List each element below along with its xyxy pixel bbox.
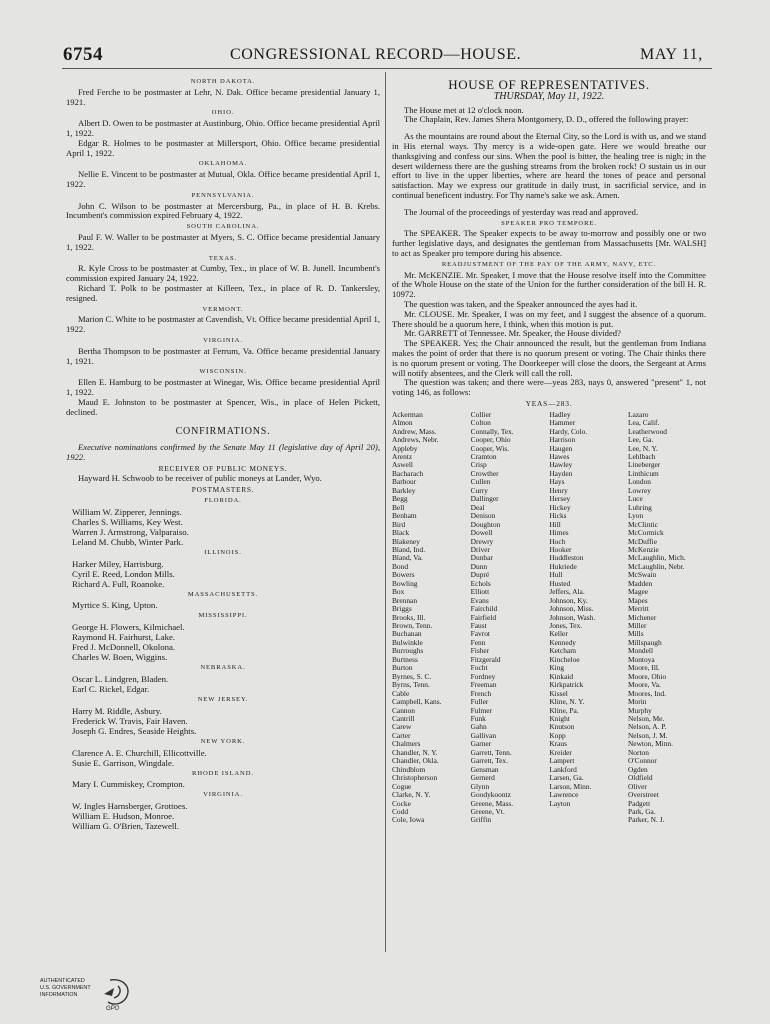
postmaster-name: Richard A. Full, Roanoke. [72, 578, 165, 589]
member-name: McLaughlin, Mich. [627, 553, 686, 563]
member-name: Bulwinkle [392, 637, 423, 647]
member-name: Hickey [549, 502, 571, 512]
member-name: Briggs [392, 604, 412, 614]
member-name: Hersey [549, 494, 571, 504]
speaker-pro-heading: SPEAKER PRO TEMPORE. [501, 219, 597, 227]
member-name: Chindblom [392, 764, 426, 774]
state-heading: PENNSYLVANIA. [191, 191, 255, 199]
clouse-text: Mr. CLOUSE. Mr. Speaker, I was on my feet, and I suggest the absence of a quorum. There should be a quorum here, I think, when this motion is put. [392, 308, 706, 329]
member-name: Johnson, Ky. [549, 595, 588, 605]
left-column [66, 76, 380, 831]
member-name: Echols [470, 578, 491, 588]
member-name: Murphy [627, 705, 652, 715]
member-name: Gallivan [470, 730, 497, 740]
member-name: Lea, Calif. [627, 418, 660, 428]
yeas-heading: YEAS—283. [525, 398, 573, 408]
member-name: Funk [470, 714, 486, 724]
member-name: Larsen, Ga. [549, 773, 584, 783]
member-name: Appleby [392, 443, 418, 453]
member-name: Lampert [549, 756, 575, 766]
postmaster-name: Charles W. Boen, Wiggins. [72, 652, 168, 663]
member-name: Connally, Tex. [470, 426, 514, 436]
confirmations-heading: CONFIRMATIONS. [175, 426, 271, 438]
postmaster-name: Harker Miley, Harrisburg. [72, 558, 164, 569]
member-name: Greene, Vt. [470, 807, 505, 816]
yeas-column [549, 411, 627, 825]
member-name: Collier [470, 409, 492, 419]
postmaster-state-heading: ILLINOIS. [204, 548, 242, 556]
postmaster-state-heading: RHODE ISLAND. [192, 769, 254, 777]
member-name: Lowrey [627, 485, 651, 495]
member-name: Haugen [549, 443, 573, 453]
member-name: Cullen [470, 477, 491, 487]
member-name: Keller [549, 629, 568, 639]
member-name: Garner [470, 739, 492, 749]
member-name: Mills [627, 629, 644, 639]
member-name: Aswell [392, 460, 413, 470]
yeas-column [628, 411, 706, 825]
member-name: Curry [470, 485, 488, 495]
gpo-authenticated-logo [38, 972, 138, 1012]
member-name: Crisp [470, 460, 487, 470]
member-name: Kissel [549, 688, 568, 698]
member-name: Fordney [470, 671, 496, 681]
state-heading: VIRGINIA. [203, 336, 243, 344]
member-name: Husted [549, 578, 571, 588]
member-name: Byrnes, S. C. [392, 671, 432, 681]
opening-text: The House met at 12 o'clock noon. [404, 104, 524, 115]
member-name: Bird [392, 519, 406, 529]
member-name: Lee, Ga. [627, 435, 654, 445]
member-name: Linthicum [627, 468, 659, 478]
state-heading: VERMONT. [202, 305, 244, 313]
member-name: Ketcham [549, 646, 576, 656]
postmaster-name: William E. Hudson, Monroe. [72, 811, 175, 822]
postmaster-name: William W. Zipperer, Jennings. [72, 506, 182, 517]
state-heading: NORTH DAKOTA. [190, 78, 256, 85]
member-name: Jones, Tex. [549, 621, 583, 631]
member-name: Deal [470, 502, 485, 512]
member-name: Moores, Ind. [627, 688, 666, 698]
member-name: Hill [549, 519, 561, 529]
member-name: Drewry [470, 536, 494, 546]
member-name: Hawes [549, 451, 570, 461]
member-name: Nelson, J. M. [627, 730, 668, 740]
member-name: Lineberger [627, 460, 661, 470]
member-name: Himes [549, 528, 569, 538]
member-name: Norton [627, 747, 649, 757]
member-name: Hammer [549, 418, 576, 428]
postmaster-name: Leland M. Chubb, Winter Park. [72, 536, 184, 547]
logo-line-3: INFORMATION [40, 992, 78, 998]
member-name: Chandler, Okla. [392, 756, 439, 766]
member-name: Barbour [392, 477, 417, 487]
member-name: Cable [392, 688, 410, 698]
member-name: Box [392, 587, 405, 597]
column-divider [385, 72, 386, 952]
postmasters-heading: POSTMASTERS. [191, 485, 255, 495]
member-name: Cocke [392, 798, 411, 808]
member-name: Padgett [627, 798, 651, 808]
member-name: Cole, Iowa [392, 815, 425, 825]
member-name: Leatherwood [627, 426, 667, 436]
member-name: Johnson, Miss. [549, 604, 594, 614]
member-name: Mondell [627, 646, 654, 656]
member-name: Bowers [392, 570, 415, 580]
garrett-text: Mr. GARRETT of Tennessee. Mr. Speaker, the House divided? [404, 328, 621, 339]
member-name: Garrett, Tex. [470, 756, 508, 766]
member-name: Denison [470, 511, 496, 521]
member-name: Glynn [470, 781, 490, 791]
member-name: Codd [392, 807, 409, 816]
member-name: Gahn [470, 722, 487, 732]
member-name: Cooper, Wis. [470, 443, 510, 453]
member-name: Carter [392, 730, 411, 740]
member-name: Lazaro [627, 409, 649, 419]
nomination-entry: Edgar R. Holmes to be postmaster at Millersport, Ohio. Office became presidential April 1, 1922. [66, 137, 380, 158]
member-name: Moore, Ohio [627, 671, 667, 681]
running-date: MAY 11, [640, 46, 703, 63]
member-name: Michener [627, 612, 657, 622]
member-name: Bland, Ind. [392, 544, 426, 554]
nomination-entry: Richard T. Polk to be postmaster at Killeen, Tex., in place of R. D. Tankersley, resigned. [66, 282, 380, 303]
member-name: Focht [470, 663, 488, 673]
member-name: Arentz [392, 451, 413, 461]
member-name: Gernerd [470, 773, 495, 783]
member-name: Fairchild [470, 604, 498, 614]
member-name: Lankford [549, 764, 577, 774]
member-name: Garrett, Tenn. [470, 747, 512, 757]
member-name: Ogden [627, 764, 648, 774]
member-name: Hull [549, 570, 563, 580]
member-name: French [470, 688, 492, 698]
postmasters-list [66, 496, 380, 831]
member-name: Kirkpatrick [549, 680, 584, 690]
member-name: Overstreet [627, 790, 659, 800]
member-name: Brooks, Ill. [392, 612, 426, 622]
postmaster-state-heading: NEW JERSEY. [197, 696, 249, 704]
member-name: Byrns, Tenn. [392, 680, 430, 690]
postmaster-name: Frederick W. Travis, Fair Haven. [72, 715, 188, 726]
member-name: Lawrence [549, 790, 579, 800]
member-name: Luce [627, 494, 643, 504]
member-name: Ackerman [392, 409, 423, 419]
executive-nominations-line: Executive nominations confirmed by the Senate May 11 (legislative day of April 20), 1922. [66, 442, 380, 462]
member-name: McSwain [627, 570, 657, 580]
speaker-yes-text: The SPEAKER. Yes; the Chair announced the result, but the gentleman from Indiana makes the point of order that there is no quorum present or voting. The Chair thinks there is no quorum present or voting. The Doorkeeper will close the doors, the Sergeant at Arms will notify absentees, and the Clerk will call the roll. [392, 338, 706, 378]
member-name: Black [392, 528, 410, 538]
state-heading: WISCONSIN. [199, 368, 247, 376]
member-name: Fitzgerald [470, 654, 501, 664]
postmaster-name: Joseph G. Endres, Seaside Heights. [72, 725, 197, 736]
yeas-column [392, 411, 470, 825]
member-name: Hadley [549, 409, 571, 419]
member-name: Clarke, N. Y. [392, 790, 431, 800]
nomination-entry: R. Kyle Cross to be postmaster at Cumby, Tex., in place of W. B. Junell. Incumbent's commission expired January 24, 1922. [66, 263, 380, 284]
postmaster-state-heading: NEW YORK. [200, 737, 246, 745]
member-name: Hays [549, 477, 565, 487]
member-name: Kline, Pa. [549, 705, 579, 715]
member-name: Brown, Tenn. [392, 621, 433, 631]
member-name: Fisher [470, 646, 490, 656]
member-name: Dowell [470, 528, 493, 538]
readjustment-heading: READJUSTMENT OF THE PAY OF THE ARMY, NAVY, ETC. [441, 260, 657, 268]
state-heading: SOUTH CAROLINA. [186, 223, 260, 231]
postmaster-name: W. Ingles Harnsberger, Grottoes. [72, 801, 188, 812]
member-name: Nelson, Me. [627, 714, 665, 724]
house-title: HOUSE OF REPRESENTATIVES. [448, 77, 650, 92]
member-name: Cooper, Ohio [470, 435, 511, 445]
member-name: Oliver [627, 781, 647, 791]
member-name: Kinkaid [549, 671, 574, 681]
member-name: Andrews, Nebr. [392, 435, 439, 445]
postmaster-name: Susie E. Garrison, Wingdale. [72, 757, 175, 768]
member-name: Favrot [470, 629, 490, 639]
member-name: Parker, N. J. [627, 815, 665, 825]
right-column [392, 76, 706, 825]
member-name: Merritt [627, 604, 649, 614]
nomination-entry: Paul F. W. Waller to be postmaster at Myers, S. C. Office became presidential January 1, 1922. [66, 231, 380, 252]
member-name: Hukriede [549, 561, 577, 571]
member-name: Montoya [627, 654, 655, 664]
member-name: Colton [470, 418, 491, 428]
member-name: Fulmer [470, 705, 493, 715]
member-name: McDuffie [627, 536, 657, 546]
member-name: Cogue [392, 781, 412, 791]
nominations-list [66, 77, 380, 417]
member-name: Madden [627, 578, 653, 588]
postmaster-state-heading: MASSACHUSETTS. [187, 590, 259, 598]
postmaster-name: Myrtice S. King, Upton. [72, 600, 158, 611]
member-name: Hicks [549, 511, 567, 521]
member-name: Cramton [470, 451, 497, 461]
member-name: Cantrill [392, 714, 415, 724]
member-name: Huddleston [549, 553, 584, 563]
member-name: Fairfield [470, 612, 497, 622]
postmaster-state-heading: MISSISSIPPI. [198, 612, 248, 620]
member-name: Goodykoontz [470, 790, 511, 800]
postmaster-state-heading: NEBRASKA. [200, 664, 246, 672]
member-name: Bowling [392, 578, 418, 588]
member-name: Andrew, Mass. [392, 426, 437, 436]
member-name: Brennan [392, 595, 418, 605]
member-name: Bond [392, 561, 409, 571]
member-name: Lehlbach [627, 451, 656, 461]
member-name: Driver [470, 544, 490, 554]
member-name: Faust [470, 621, 487, 631]
member-name: McLaughlin, Nebr. [627, 561, 685, 571]
member-name: Harrison [549, 435, 576, 445]
member-name: Moore, Va. [627, 680, 661, 690]
postmaster-name: Clarence A. E. Churchill, Ellicottville. [72, 747, 207, 758]
member-name: Begg [392, 494, 408, 504]
member-name: Magee [627, 587, 649, 597]
postmaster-name: Warren J. Armstrong, Valparaiso. [72, 526, 189, 537]
receiver-text: Hayward H. Schwoob to be receiver of public moneys at Lander, Wyo. [78, 473, 322, 484]
member-name: Kraus [549, 739, 567, 749]
yeas-list [392, 411, 706, 825]
nomination-entry: Maud E. Johnston to be postmaster at Spencer, Wis., in place of Helen Pickett, declined. [66, 396, 380, 417]
member-name: Bacharach [392, 468, 424, 478]
member-name: McClintic [627, 519, 658, 529]
postmaster-name: Cyril E. Reed, London Mills. [72, 568, 175, 579]
member-name: Lee, N. Y. [627, 443, 658, 453]
member-name: Burtness [392, 654, 418, 664]
member-name: Kennedy [549, 637, 576, 647]
member-name: Elliott [470, 587, 490, 597]
member-name: Campbell, Kans. [392, 697, 442, 707]
member-name: McKenzie [627, 544, 659, 554]
member-name: Dupré [470, 570, 490, 580]
member-name: Larson, Minn. [549, 781, 592, 791]
member-name: Millspaugh [627, 637, 662, 647]
member-name: Miller [627, 621, 647, 631]
member-name: Layton [549, 798, 571, 808]
state-heading: TEXAS. [208, 254, 238, 262]
journal-text: The Journal of the proceedings of yesterday was read and approved. [404, 206, 639, 217]
result-text: The question was taken; and there were—yeas 283, nays 0, answered "present" 1, not voting 146, as follows: [392, 377, 706, 398]
member-name: Johnson, Wash. [549, 612, 596, 622]
member-name: Knight [549, 714, 570, 724]
member-name: Griffin [470, 815, 492, 825]
nomination-entry: Ellen E. Hamburg to be postmaster at Winegar, Wis. Office became presidential April 1, 1922. [66, 377, 380, 397]
member-name: Hardy, Colo. [549, 426, 588, 436]
postmaster-name: Charles S. Williams, Key West. [72, 516, 183, 527]
member-name: Moore, Ill. [627, 663, 660, 673]
nomination-entry: John C. Wilson to be postmaster at Mercersburg, Pa., in place of H. B. Krebs. Incumbent's commission expired February 4, 1922. [66, 200, 380, 221]
member-name: Christopherson [392, 773, 438, 783]
member-name: Hooker [549, 544, 572, 554]
page-number: 6754 [63, 44, 103, 65]
member-name: King [549, 663, 565, 673]
member-name: Hayden [549, 468, 573, 478]
member-name: Bell [392, 502, 405, 512]
state-heading: OHIO. [211, 109, 235, 117]
header-rule [62, 68, 712, 69]
member-name: Blakeney [392, 536, 420, 546]
nomination-entry: Marion C. White to be postmaster at Cavendish, Vt. Office became presidential April 1, 1922. [66, 314, 380, 335]
member-name: Burton [392, 663, 413, 673]
member-name: Cannon [392, 705, 415, 715]
member-name: Kline, N. Y. [549, 697, 585, 707]
question-text: The question was taken, and the Speaker announced the ayes had it. [404, 298, 638, 309]
chaplain-text: The Chaplain, Rev. James Shera Montgomery, D. D., offered the following prayer: [404, 114, 689, 125]
logo-line-2: U.S. GOVERNMENT [40, 985, 91, 991]
member-name: Park, Ga. [627, 807, 656, 816]
logo-line-1: AUTHENTICATED [40, 978, 85, 984]
postmaster-name: George H. Flowers, Kilmichael. [72, 622, 185, 633]
speaker-pro-text: The SPEAKER. The Speaker expects to be away to-morrow and possibly one or two further legislative days, and designates the gentleman from Massachusetts [Mr. WALSH] to act as Speaker pro tempore during his absence. [392, 228, 706, 258]
state-heading: OKLAHOMA. [198, 160, 248, 168]
member-name: Greene, Mass. [470, 798, 514, 808]
member-name: Carew [392, 722, 412, 732]
member-name: Burroughs [392, 646, 424, 656]
member-name: Knutson [549, 722, 575, 732]
member-name: Hoch [549, 536, 566, 546]
member-name: Kincheloe [549, 654, 580, 664]
member-name: Doughton [470, 519, 501, 529]
member-name: Luhring [627, 502, 652, 512]
member-name: Dallinger [470, 494, 499, 504]
postmaster-state-heading: FLORIDA. [204, 497, 242, 505]
member-name: Bland, Va. [392, 553, 423, 563]
member-name: Hawley [549, 460, 573, 470]
member-name: Henry [549, 485, 568, 495]
postmaster-state-heading: VIRGINIA. [203, 791, 243, 799]
running-title: CONGRESSIONAL RECORD—HOUSE. [230, 46, 522, 63]
member-name: Kreider [549, 747, 572, 757]
member-name: Almon [392, 418, 413, 428]
member-name: Lyon [627, 511, 644, 521]
nomination-entry: Fred Ferche to be postmaster at Lehr, N. Dak. Office became presidential January 1, 1921. [66, 86, 380, 107]
member-name: Buchanan [392, 629, 422, 639]
prayer-text: As the mountains are round about the Eternal City, so the Lord is with us, and we stand in His eternal ways. Thy mercy is a wide-open gate. Here we would breathe our thanksgiving and confess our sins. When the pool is bitter, the healing tree is nigh; in the desert wilderness there are the gushing streams from the broken rock! O sustain us in our effort to live in the upper liberties, where are heard the tones of peace and personal satisfaction. May we express our gratitude in daily trust, in sacrificial service, and in continual beneficent industry. For Thy name's sake we ask. Amen. [392, 131, 706, 200]
member-name: Benham [392, 511, 417, 521]
member-name: Fuller [470, 697, 489, 707]
member-name: Freeman [470, 680, 497, 690]
postmaster-name: Oscar L. Lindgren, Bladen. [72, 674, 169, 685]
member-name: Chandler, N. Y. [392, 747, 438, 757]
member-name: Nelson, A. P. [627, 722, 667, 732]
postmaster-name: Earl C. Rickel, Edgar. [72, 684, 150, 695]
member-name: Dunn [470, 561, 488, 571]
postmaster-name: Fred J. McDonnell, Okolona. [72, 642, 176, 653]
member-name: Dunbar [470, 553, 493, 563]
member-name: Barkley [392, 485, 416, 495]
member-name: Morin [627, 697, 647, 707]
member-name: Kopp [549, 730, 566, 740]
member-name: Mapes [627, 595, 648, 605]
member-name: O'Connor [627, 756, 657, 766]
member-name: Oldfield [627, 773, 653, 783]
postmaster-name: Harry M. Riddle, Asbury. [72, 705, 162, 716]
postmaster-name: Raymond H. Fairhurst, Lake. [72, 632, 176, 643]
member-name: Gensman [470, 764, 499, 774]
day-line: THURSDAY, May 11, 1922. [493, 90, 605, 102]
nomination-entry: Nellie E. Vincent to be postmaster at Mutual, Okla. Office became presidential April 1, 1922. [66, 169, 380, 189]
receiver-heading: RECEIVER OF PUBLIC MONEYS. [158, 463, 288, 473]
member-name: Evans [470, 595, 489, 605]
member-name: Newton, Minn. [627, 739, 673, 749]
member-name: McCormick [627, 528, 664, 538]
member-name: Crowther [470, 468, 499, 478]
nomination-entry: Albert D. Owen to be postmaster at Austinburg, Ohio. Office became presidential April 1, 1922. [66, 118, 380, 138]
member-name: Chalmers [392, 739, 421, 749]
postmaster-name: William G. O'Brien, Tazewell. [72, 821, 179, 832]
logo-line-4: GPO [106, 1006, 120, 1012]
postmaster-name: Mary I. Cummiskey, Crompton. [72, 779, 185, 790]
mckenzie-text: Mr. McKENZIE. Mr. Speaker, I move that the House resolve itself into the Committee of the Whole House on the state of the Union for the further consideration of the bill H. R. 10972. [392, 269, 706, 300]
yeas-column [471, 411, 549, 825]
nomination-entry: Bertha Thompson to be postmaster at Ferrum, Va. Office became presidential January 1, 1921. [66, 345, 380, 366]
member-name: London [627, 477, 651, 487]
member-name: Fenn [470, 637, 486, 647]
member-name: Jeffers, Ala. [549, 587, 585, 597]
